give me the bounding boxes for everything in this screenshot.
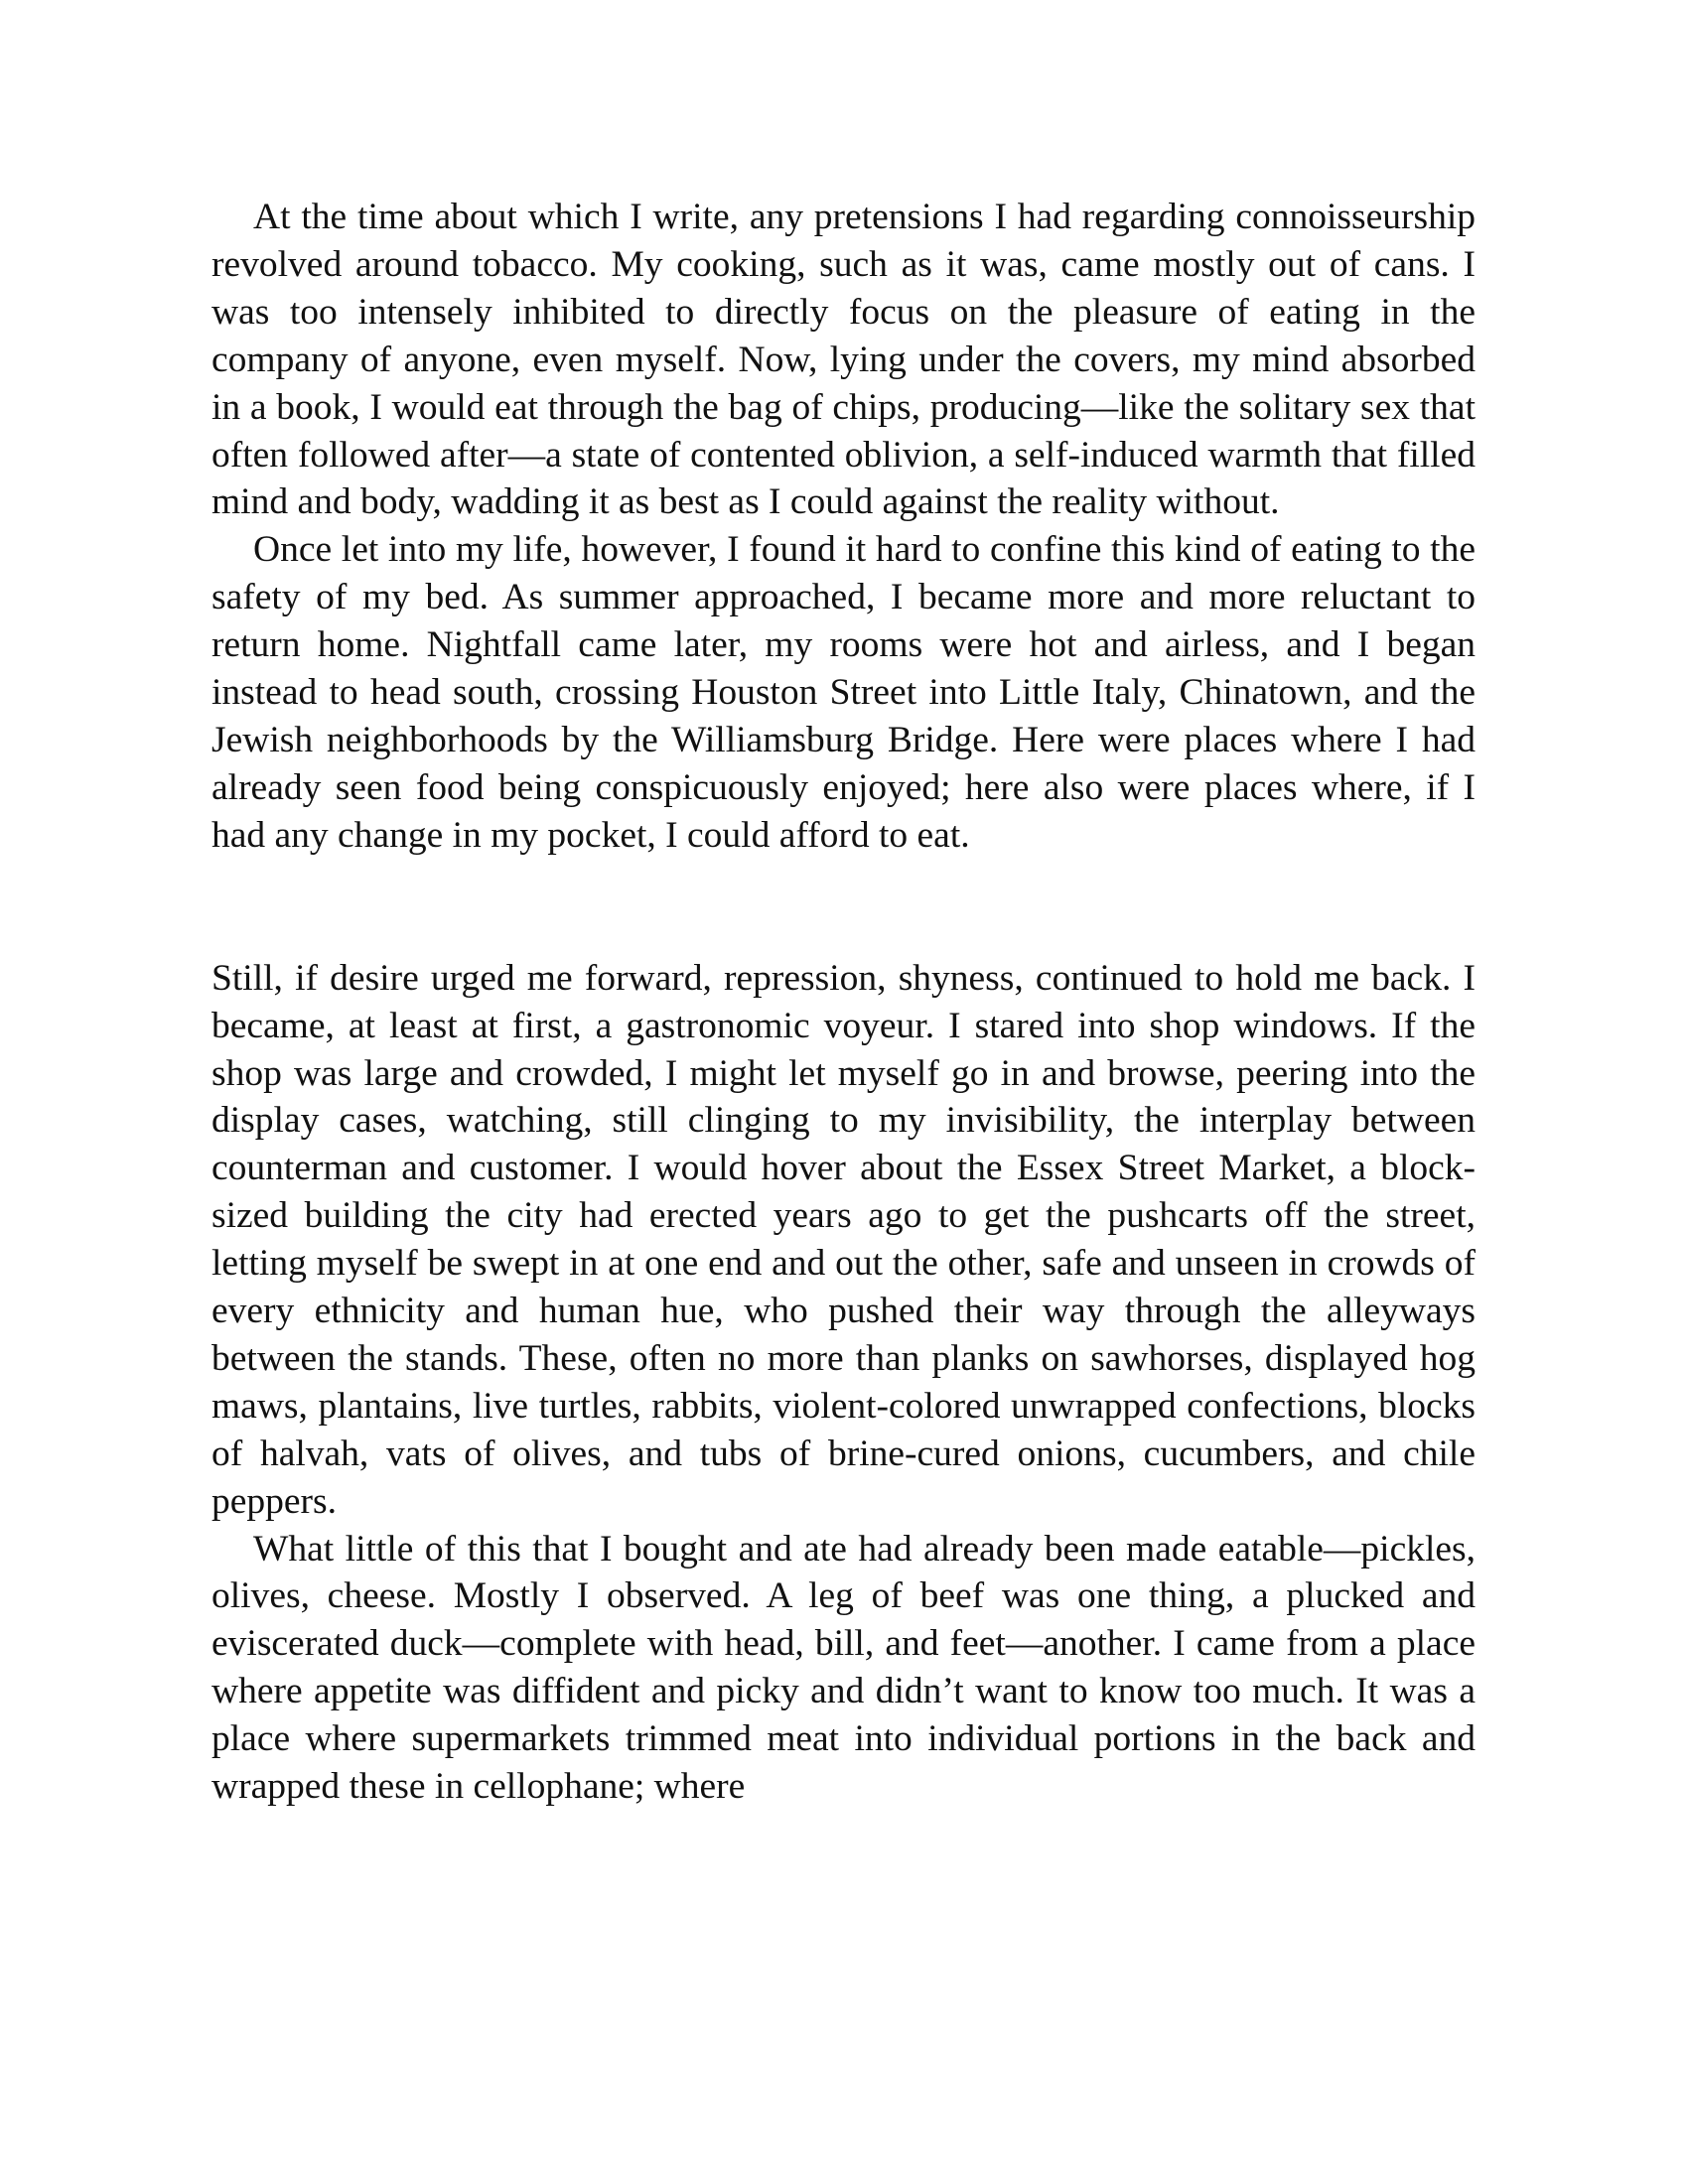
paragraph-1: At the time about which I write, any pretensions I had regarding connoisseurship revolved around tobacco. My cooking, such as it was, came mostly out of cans. I was too intensely inhibited to directly focus on the pleasure of eating in the company of anyone, even myself. Now, lying under the covers, my mind absorbed in a book, I would eat through the bag of chips, producing—like the solitary sex that often followed after—a state of contented oblivion, a self-induced warmth that filled mind and body, wadding it as best as I could against the reality without. [211,197,1476,523]
section-break [211,860,1476,955]
paragraph-4: What little of this that I bought and ate had already been made eatable—pickles, olives, cheese. Mostly I observed. A leg of beef was one thing, a plucked and eviscerated duck—complete with head, bill, and feet—another. I came from a place where appetite was diffident and picky and didn’t want to know too much. It was a place where supermarkets trimmed meat into individual portions in the back and wrapped these in cellophane; where [211,1528,1476,1808]
paragraph-3: Still, if desire urged me forward, repression, shyness, continued to hold me back. I became, at least at first, a gastronomic voyeur. I stared into shop windows. If the shop was large and crowded, I might let myself go in and browse, peering into the display cases, watching, still clinging to my invisibility, the interplay between counterman and customer. I would hover about the Essex Street Market, a block-sized building the city had erected years ago to get the pushcarts off the street, letting myself be swept in at one end and out the other, safe and unseen in crowds of every ethnicity and human hue, who pushed their way through the alleyways between the stands. These, often no more than planks on sawhorses, displayed hog maws, plantains, live turtles, rabbits, violent-colored unwrapped confections, blocks of halvah, vats of olives, and tubs of brine-cured onions, cucumbers, and chile peppers. [211,957,1476,1522]
paragraph-2: Once let into my life, however, I found it hard to confine this kind of eating to the safety of my bed. As summer approached, I became more and more reluctant to return home. Nightfall came later, my rooms were hot and airless, and I began instead to head south, crossing Houston Street into Little Italy, Chinatown, and the Jewish neighborhoods by the Williamsburg Bridge. Here were places where I had already seen food being conspicuously enjoyed; here also were places where, if I had any change in my pocket, I could afford to eat. [211,529,1476,856]
document-page [211,194,1476,1811]
